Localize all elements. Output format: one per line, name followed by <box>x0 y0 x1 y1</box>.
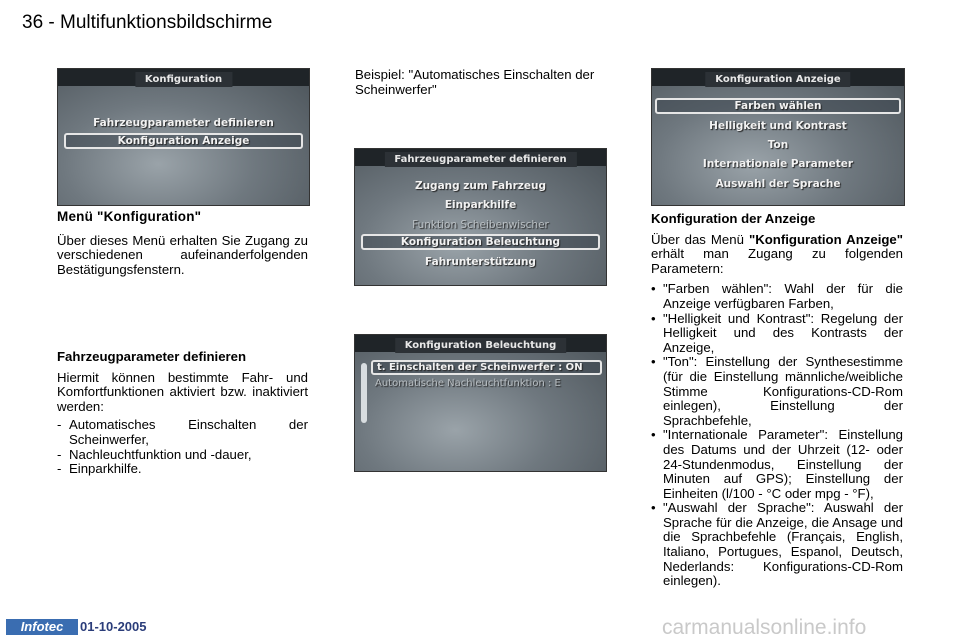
page-header <box>22 12 272 34</box>
list-item: - Automatisches Einschalten der Scheinwerfer, <box>57 417 308 447</box>
screen-item: Zugang zum Fahrzeug <box>414 180 547 192</box>
screen-title: Konfiguration Beleuchtung <box>395 338 567 353</box>
screen-item: Einparkhilfe <box>444 199 517 211</box>
list-item: • "Ton": Einstellung der Synthesestimme (für die Einstellung männliche/weibliche Stimme Konfigurations-CD-Rom einlegen), Einstellung der Sprachbefehle, <box>651 354 903 428</box>
params-list <box>57 418 308 476</box>
list-item: • "Helligkeit und Kontrast": Regelung der Helligkeit und des Kontrasts der Anzeige, <box>651 310 903 355</box>
screen-item: Fahrunterstützung <box>425 256 536 268</box>
screen-beleuchtung <box>354 334 607 472</box>
scrollbar <box>361 363 367 423</box>
list-item: • "Farben wählen": Wahl der für die Anzeige verfügbaren Farben, <box>651 281 903 311</box>
page-title: Multifunktionsbildschirme <box>60 12 273 33</box>
screen-item-selected: Konfiguration Beleuchtung <box>361 234 600 250</box>
screen-item: Auswahl der Sprache <box>715 178 841 190</box>
screen-anzeige <box>651 68 905 206</box>
screen-title: Konfiguration Anzeige <box>705 72 850 87</box>
screen-item-disabled: Funktion Scheibenwischer <box>412 219 549 231</box>
example-caption: Beispiel: "Automatisches Einschalten der Scheinwerfer" <box>355 67 595 97</box>
screen-fahrzeugparameter <box>354 148 607 286</box>
display-config-heading: Konfiguration der Anzeige <box>651 211 816 226</box>
watermark-site: carmanualsonline.info <box>662 616 867 639</box>
list-item: - Nachleuchtfunktion und -dauer, <box>57 446 252 462</box>
screen-item-selected: Farben wählen <box>655 98 901 114</box>
screen-item: Helligkeit und Kontrast <box>709 120 847 132</box>
page-number: 36 <box>22 12 44 33</box>
screen-item-selected: t. Einschalten der Scheinwerfer : ON <box>371 360 602 375</box>
screen-title: Konfiguration <box>135 72 232 87</box>
infotec-logo: Infotec <box>6 619 78 635</box>
left-column-top <box>57 210 308 277</box>
screen-item: Internationale Parameter <box>702 158 854 170</box>
list-item: • "Auswahl der Sprache": Auswahl der Sprache für die Anzeige, die Ansage und die Sprachbefehle (Français, English, Italiano, Portugues, Espanol, Deutsch, Nederlands: Konfigurations-CD-Rom einlegen). <box>651 500 903 589</box>
display-config-intro: Über das Menü "Konfiguration Anzeige" erhält man Zugang zu folgenden Parametern: <box>651 231 903 276</box>
params-text: Hiermit können bestimmte Fahr- und Komfortfunktionen aktiviert bzw. inaktiviert werden: <box>57 369 308 414</box>
screen-title: Fahrzeugparameter definieren <box>384 152 576 167</box>
left-column-params <box>57 350 308 477</box>
footer-date: 01-10-2005 <box>80 619 147 634</box>
screen-item: Automatische Nachleuchtfunktion : E <box>375 378 561 389</box>
screen-item: Ton <box>767 139 789 151</box>
list-item: • "Internationale Parameter": Einstellung des Datums und der Uhrzeit (12- oder 24-Stundenmodus, Einstellung der Minuten auf GPS); Einstellung der Einheiten (l/100 - °C oder mpg - °F), <box>651 427 903 501</box>
screen-konfiguration <box>57 68 310 206</box>
right-column <box>651 212 903 589</box>
list-item: - Einparkhilfe. <box>57 461 142 477</box>
display-config-list <box>651 282 903 588</box>
menu-heading: Menü "Konfiguration" <box>57 209 202 224</box>
menu-text: Über dieses Menü erhalten Sie Zugang zu verschiedenen aufeinanderfolgenden Bestätigungsfenstern. <box>57 232 308 277</box>
header-separator: - <box>48 12 55 33</box>
params-heading: Fahrzeugparameter definieren <box>57 349 247 364</box>
screen-item: Fahrzeugparameter definieren <box>93 117 274 129</box>
screen-item-selected: Konfiguration Anzeige <box>64 133 303 149</box>
